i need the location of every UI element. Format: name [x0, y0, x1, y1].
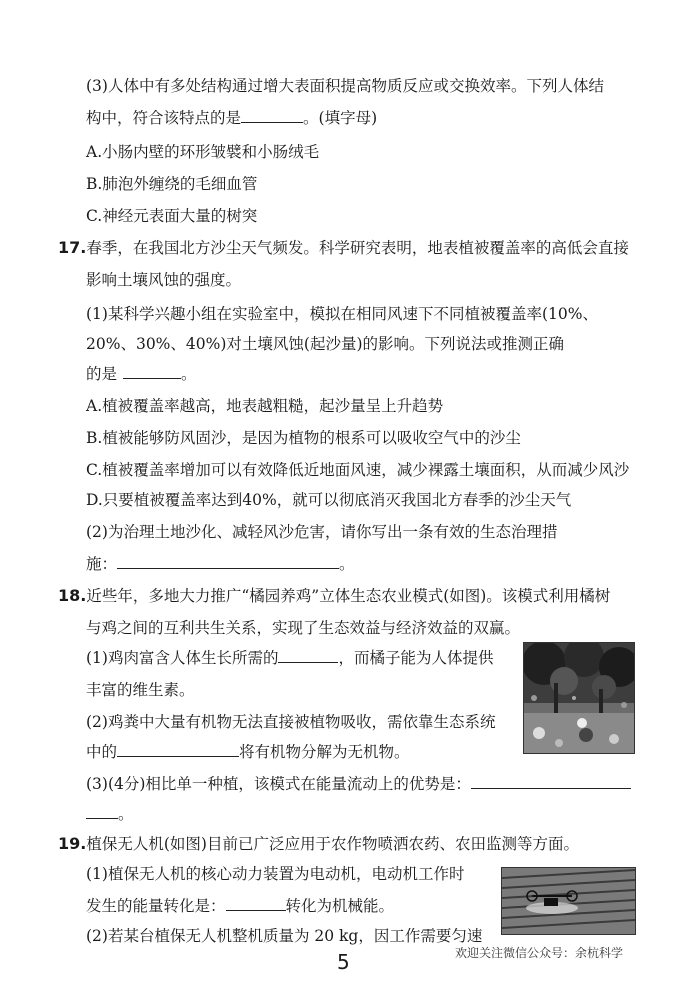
q16-option-a: A.小肠内壁的环形皱襞和小肠绒毛: [86, 143, 320, 161]
q17-option-d: D.只要植被覆盖率达到40%，就可以彻底消灭我国北方春季的沙尘天气: [86, 491, 572, 509]
q17-option-c: C.植被覆盖率增加可以有效降低近地面风速，减少裸露土壤面积，从而减少风沙: [86, 461, 630, 479]
question-number: 17.: [58, 238, 87, 257]
q16-part3-line2: 构中，符合该特点的是 。(填字母): [86, 109, 378, 127]
answer-blank[interactable]: [471, 774, 631, 789]
q16-option-c: C.神经元表面大量的树突: [86, 207, 258, 225]
answer-blank[interactable]: [226, 896, 286, 911]
q17-stem-line2: 影响土壤风蚀的强度。: [86, 271, 242, 289]
q16-option-b: B.肺泡外缠绕的毛细血管: [86, 175, 258, 193]
q17-part2-line1: (2)为治理土地沙化、减轻风沙危害，请你写出一条有效的生态治理措: [86, 523, 558, 541]
plant-protection-drone-photo: [501, 867, 636, 935]
q18-part2-line1: (2)鸡粪中大量有机物无法直接被植物吸收，需依靠生态系统: [86, 713, 496, 731]
answer-blank[interactable]: [117, 742, 239, 757]
q16-part3-line1: (3)人体中有多处结构通过增大表面积提高物质反应或交换效率。下列人体结: [86, 77, 604, 95]
q18-stem-line2: 与鸡之间的互利共生关系，实现了生态效益与经济效益的双赢。: [86, 619, 521, 637]
answer-blank[interactable]: [117, 554, 339, 569]
question-number: 18.: [58, 586, 87, 605]
q17-part1-line3: 的是 。: [86, 365, 197, 383]
q17-option-a: A.植被覆盖率越高，地表越粗糙，起沙量呈上升趋势: [86, 397, 444, 415]
answer-blank[interactable]: [241, 108, 303, 123]
q19-part2-line1: (2)若某台植保无人机整机质量为 20 kg，因工作需要匀速: [86, 927, 483, 945]
answer-blank[interactable]: [86, 804, 118, 819]
q17-part2-line2: 施： 。: [86, 555, 355, 573]
q18-part1-line2: 丰富的维生素。: [86, 681, 195, 699]
wechat-footer-note: 欢迎关注微信公众号：余杭科学: [455, 946, 624, 960]
q18-part1-line1: (1)鸡肉富含人体生长所需的 ，而橘子能为人体提供: [86, 649, 494, 667]
q19-part1-line1: (1)植保无人机的核心动力装置为电动机，电动机工作时: [86, 865, 465, 883]
q18-part2-line2: 中的 将有机物分解为无机物。: [86, 743, 410, 761]
q18-part3-line2: 。: [86, 804, 134, 824]
orchard-chicken-photo: [523, 642, 635, 754]
q17-part1-line2: 20%、30%、40%)对土壤风蚀(起沙量)的影响。下列说法或推测正确: [86, 335, 564, 353]
q17-stem-line1: 17.春季，在我国北方沙尘天气频发。科学研究表明，地表植被覆盖率的高低会直接: [58, 238, 629, 257]
q18-part3-line1: (3)(4分)相比单一种植，该模式在能量流动上的优势是：: [86, 774, 631, 794]
q18-stem-line1: 18.近些年，多地大力推广“橘园养鸡”立体生态农业模式(如图)。该模式利用橘树: [58, 586, 611, 605]
page-number: 5: [337, 950, 350, 974]
q19-stem-line1: 19.植保无人机(如图)目前已广泛应用于农作物喷洒农药、农田监测等方面。: [58, 834, 579, 853]
q19-part1-line2: 发生的能量转化是： 转化为机械能。: [86, 897, 395, 915]
answer-blank[interactable]: [278, 648, 338, 663]
question-number: 19.: [58, 834, 87, 853]
answer-blank[interactable]: [123, 364, 181, 379]
q17-part1-line1: (1)某科学兴趣小组在实验室中，模拟在相同风速下不同植被覆盖率(10%、: [86, 305, 598, 323]
q17-option-b: B.植被能够防风固沙，是因为植物的根系可以吸收空气中的沙尘: [86, 429, 521, 447]
